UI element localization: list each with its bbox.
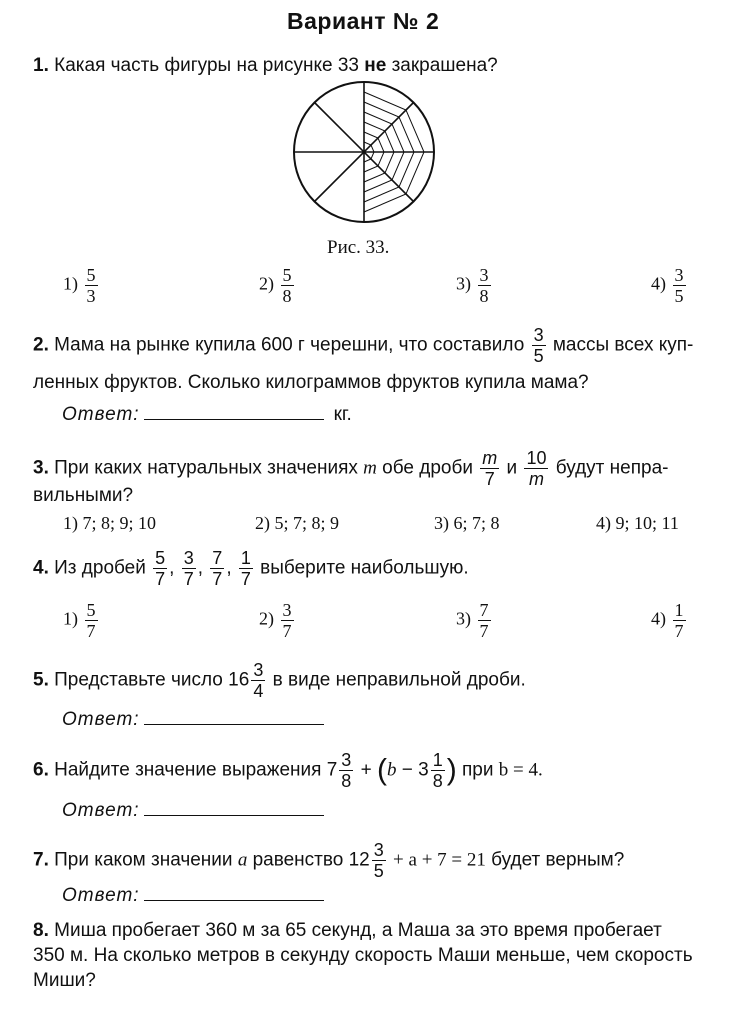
- question-number: 1.: [33, 55, 49, 76]
- numerator: m: [482, 448, 498, 468]
- condition: b = 4.: [498, 759, 543, 781]
- question-text: будет верным?: [491, 849, 625, 871]
- variable: m: [363, 457, 377, 479]
- question-6: [33, 751, 543, 790]
- question-2-line-2: ленных фруктов. Сколько килограммов фруктов купила мама?: [33, 372, 589, 393]
- question-3: [33, 449, 668, 488]
- question-number: 6.: [33, 759, 49, 781]
- numerator: 3: [373, 840, 384, 860]
- fraction: [478, 601, 491, 640]
- conjunction: и: [506, 457, 518, 479]
- close-paren-icon: ): [446, 753, 457, 787]
- option-label: 1): [63, 273, 78, 294]
- option-label: 3): [456, 273, 471, 294]
- question-5: [33, 661, 526, 700]
- mixed-number-whole: 12: [348, 849, 370, 871]
- question-text: закрашена?: [386, 55, 498, 76]
- fraction: [532, 326, 546, 365]
- operator: +: [360, 759, 372, 781]
- question-text: обе дроби: [382, 457, 473, 479]
- denominator: 8: [432, 771, 443, 791]
- fraction: [251, 661, 265, 700]
- question-text: При каком значении: [54, 849, 233, 871]
- page-title: Вариант № 2: [287, 8, 440, 34]
- answer-blank[interactable]: [144, 900, 324, 901]
- answer-option[interactable]: [651, 601, 688, 640]
- mixed-number-whole: 7: [326, 759, 338, 781]
- numerator: 7: [212, 548, 223, 568]
- question-number: 8.: [33, 920, 49, 941]
- denominator: m: [528, 469, 544, 489]
- fraction: [480, 449, 499, 488]
- fraction: [524, 449, 548, 488]
- numerator: 10: [526, 448, 547, 468]
- question-text: Миша пробегает 360 м за 65 секунд, а Маша за это время пробегает: [54, 920, 662, 941]
- answer-option[interactable]: [456, 601, 493, 640]
- denominator: 7: [484, 469, 495, 489]
- answer-row: [62, 403, 352, 427]
- numerator: 3: [183, 548, 194, 568]
- open-paren-icon: (: [376, 753, 387, 787]
- numerator: 1: [674, 600, 684, 620]
- fraction: [281, 601, 294, 640]
- answer-label: Ответ:: [62, 404, 140, 425]
- answer-row: [62, 709, 324, 731]
- answer-row: [62, 800, 324, 822]
- numerator: 3: [253, 660, 264, 680]
- question-text: Представьте число: [54, 669, 223, 691]
- answer-option[interactable]: 2) 5; 7; 8; 9: [255, 513, 339, 533]
- answer-option[interactable]: [651, 266, 688, 305]
- question-number: 5.: [33, 669, 49, 691]
- question-text: Из дробей: [54, 557, 146, 579]
- answer-option[interactable]: [63, 601, 100, 640]
- variable: a: [237, 849, 248, 871]
- answer-blank[interactable]: [144, 724, 324, 725]
- question-number: 2.: [33, 334, 49, 356]
- fraction: [431, 751, 445, 790]
- option-label: 2): [259, 273, 274, 294]
- denominator: 8: [479, 286, 489, 306]
- equation: + a + 7 = 21: [393, 849, 486, 871]
- answer-blank[interactable]: [144, 815, 324, 816]
- fraction: [372, 841, 386, 880]
- answer-option[interactable]: [259, 266, 296, 305]
- emphasis-text: не: [364, 55, 387, 76]
- answer-option[interactable]: [259, 601, 296, 640]
- unit-label: кг.: [333, 404, 352, 425]
- numerator: 7: [479, 600, 489, 620]
- figure-caption: Рис. 33.: [327, 237, 390, 258]
- circle-figure: [292, 80, 436, 226]
- question-number: 3.: [33, 457, 49, 479]
- denominator: 7: [282, 621, 292, 641]
- denominator: 7: [155, 569, 166, 589]
- mixed-number-whole: 3: [418, 759, 429, 781]
- fraction: [210, 549, 224, 588]
- numerator: 1: [240, 548, 251, 568]
- numerator: 3: [479, 265, 489, 285]
- denominator: 4: [253, 681, 264, 701]
- numerator: 3: [533, 325, 544, 345]
- question-number: 4.: [33, 557, 49, 579]
- question-1: [33, 54, 498, 78]
- question-text: Какая часть фигуры на рисунке 33: [54, 55, 365, 76]
- denominator: 7: [212, 569, 223, 589]
- question-text: массы всех куп-: [552, 334, 694, 356]
- question-8-line-2: 350 м. На сколько метров в секунду скорость Маши меньше, чем скорость: [33, 945, 693, 966]
- answer-label: Ответ:: [62, 800, 140, 821]
- variable: b: [386, 759, 397, 781]
- numerator: 3: [341, 750, 352, 770]
- denominator: 7: [183, 569, 194, 589]
- denominator: 5: [674, 286, 684, 306]
- answer-row: [62, 885, 324, 907]
- fraction: [478, 266, 491, 305]
- numerator: 5: [86, 600, 96, 620]
- question-8-line-3: Миши?: [33, 970, 96, 991]
- fraction: [281, 266, 294, 305]
- fraction: [182, 549, 196, 588]
- question-text: при: [462, 759, 494, 781]
- denominator: 7: [674, 621, 684, 641]
- question-text: равенство: [252, 849, 344, 871]
- answer-label: Ответ:: [62, 885, 140, 906]
- numerator: 5: [155, 548, 166, 568]
- question-text: в виде неправильной дроби.: [272, 669, 526, 691]
- fraction: [153, 549, 167, 588]
- answer-option[interactable]: [456, 266, 493, 305]
- operator: −: [401, 759, 413, 781]
- question-number: 7.: [33, 849, 49, 871]
- question-8: [33, 919, 662, 943]
- answer-option[interactable]: 4) 9; 10; 11: [596, 513, 679, 533]
- numerator: 3: [282, 600, 292, 620]
- numerator: 3: [674, 265, 684, 285]
- question-text: будут непра-: [555, 457, 669, 479]
- fraction: [673, 601, 686, 640]
- denominator: 8: [341, 771, 352, 791]
- answer-label: Ответ:: [62, 709, 140, 730]
- option-label: 4): [651, 608, 666, 629]
- option-label: 1): [63, 608, 78, 629]
- denominator: 7: [240, 569, 251, 589]
- answer-blank[interactable]: [144, 419, 324, 420]
- numerator: 1: [432, 750, 443, 770]
- denominator: 5: [533, 346, 544, 366]
- fraction: [85, 266, 98, 305]
- question-text: При каких натуральных значениях: [54, 457, 358, 479]
- question-4: 4. Из дробей $\frac{5}{7}$ , $\frac{3}{7}$ , $\frac{7}{7}$ , $\frac{1}{7}$ выберите наибольшую.: [33, 548, 469, 589]
- question-text: Найдите значение выражения: [54, 759, 322, 781]
- answer-option[interactable]: [63, 266, 100, 305]
- question-2: [33, 326, 693, 365]
- answer-option[interactable]: 1) 7; 8; 9; 10: [63, 513, 156, 533]
- option-label: 3): [456, 608, 471, 629]
- answer-option[interactable]: 3) 6; 7; 8: [434, 513, 500, 533]
- denominator: 3: [86, 286, 96, 306]
- question-3-line-2: вильными?: [33, 485, 134, 506]
- fraction: [673, 266, 686, 305]
- option-label: 4): [651, 273, 666, 294]
- fraction: [85, 601, 98, 640]
- numerator: 5: [86, 265, 96, 285]
- denominator: 7: [86, 621, 96, 641]
- question-text: Мама на рынке купила 600 г черешни, что составило: [54, 334, 525, 356]
- denominator: 8: [282, 286, 292, 306]
- numerator: 5: [282, 265, 292, 285]
- denominator: 5: [373, 861, 384, 881]
- question-text: выберите наибольшую.: [260, 557, 469, 579]
- question-7: [33, 841, 624, 880]
- fraction: [339, 751, 353, 790]
- mixed-number-whole: 16: [228, 669, 250, 691]
- option-label: 2): [259, 608, 274, 629]
- fraction: [239, 549, 253, 588]
- denominator: 7: [479, 621, 489, 641]
